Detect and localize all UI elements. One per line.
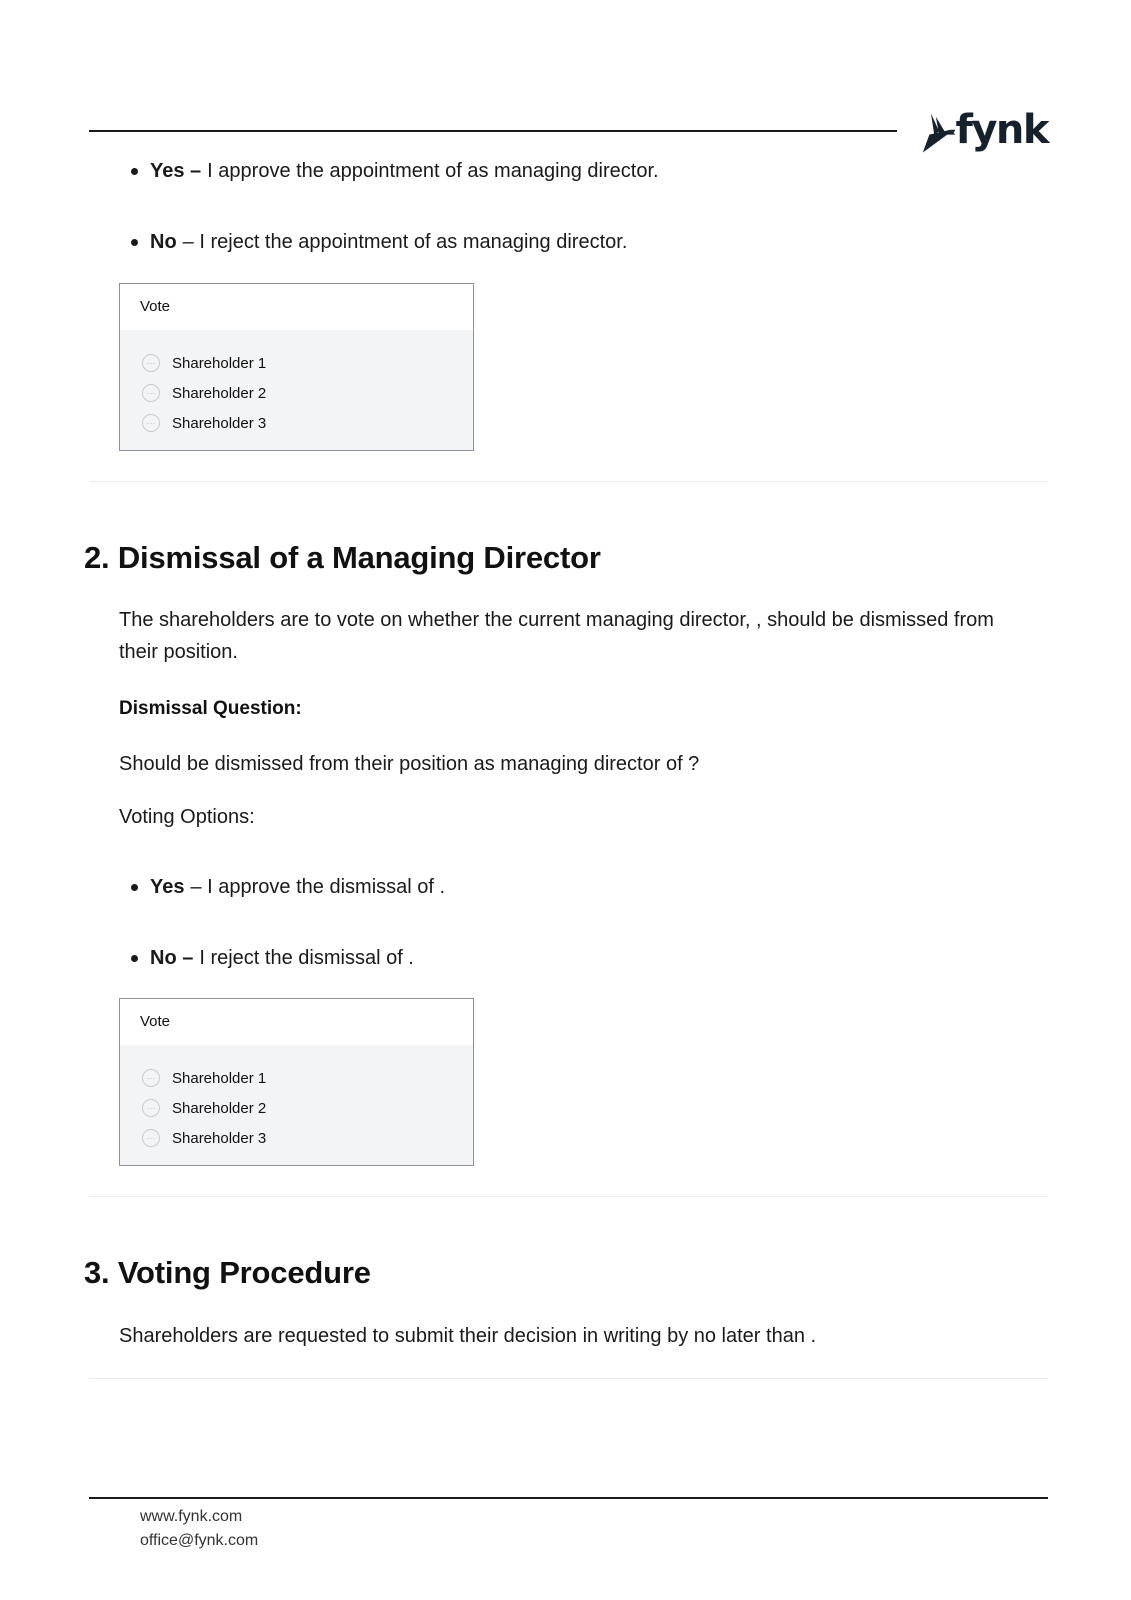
shareholder-row[interactable] [142,348,473,378]
option-text: – I reject the appointment of as managing director. [182,231,628,253]
option-label: No [150,231,177,253]
bullet-dot [131,884,138,891]
vote-box-title: Vote [120,999,473,1045]
radio-button[interactable]: ··· [142,1099,160,1117]
dismissal-question-label: Dismissal Question: [119,698,302,719]
radio-button[interactable]: ··· [142,1069,160,1087]
option-text: – I approve the dismissal of . [190,876,446,898]
shareholder-row[interactable] [142,1063,473,1093]
section-divider [89,481,1048,482]
option-text: I approve the appointment of as managing director. [207,160,659,182]
shareholder-label: Shareholder 2 [172,1099,267,1117]
vote-box-appointment [119,283,474,451]
vote-box-dismissal [119,998,474,1166]
bullet-dot [131,168,138,175]
shareholder-list [120,1045,473,1153]
section-divider [89,1196,1048,1197]
fynk-logo [918,104,1048,162]
vote-box-title: Vote [120,284,473,330]
dismissal-option-no [131,947,414,970]
footer-website[interactable]: www.fynk.com [140,1508,243,1525]
footer-email[interactable]: office@fynk.com [140,1532,259,1549]
shareholder-label: Shareholder 1 [172,1069,267,1087]
bullet-dot [131,239,138,246]
section-3-text: Shareholders are requested to submit their decision in writing by no later than . [119,1325,817,1347]
logo-text: fynk [955,107,1048,153]
radio-button[interactable]: ··· [142,384,160,402]
shareholder-row[interactable] [142,1123,473,1153]
radio-button[interactable]: ··· [142,1129,160,1147]
appointment-option-yes [131,160,659,183]
shareholder-row[interactable] [142,408,473,438]
section-3-title: 3. Voting Procedure [84,1255,371,1290]
dismissal-question: Should be dismissed from their position as managing director of ? [119,753,700,775]
footer-divider [89,1497,1048,1499]
option-label: No – [150,947,194,969]
option-text: I reject the dismissal of . [199,947,414,969]
shareholder-row[interactable] [142,1093,473,1123]
radio-button[interactable]: ··· [142,354,160,372]
section-divider [89,1378,1048,1379]
option-label: Yes [150,876,185,898]
option-label: Yes – [150,160,202,182]
shareholder-label: Shareholder 1 [172,354,267,372]
shareholder-row[interactable] [142,378,473,408]
voting-options-label: Voting Options: [119,806,255,828]
shareholder-list [120,330,473,438]
section-2-title: 2. Dismissal of a Managing Director [84,540,601,575]
section-2-intro: The shareholders are to vote on whether the current managing director, , should be dismissed from their position. [119,609,994,663]
shareholder-label: Shareholder 3 [172,1129,267,1147]
shareholder-label: Shareholder 2 [172,384,267,402]
header-divider [89,130,897,132]
shareholder-label: Shareholder 3 [172,414,267,432]
dismissal-option-yes [131,876,445,899]
radio-button[interactable]: ··· [142,414,160,432]
bullet-dot [131,955,138,962]
appointment-option-no [131,231,627,254]
